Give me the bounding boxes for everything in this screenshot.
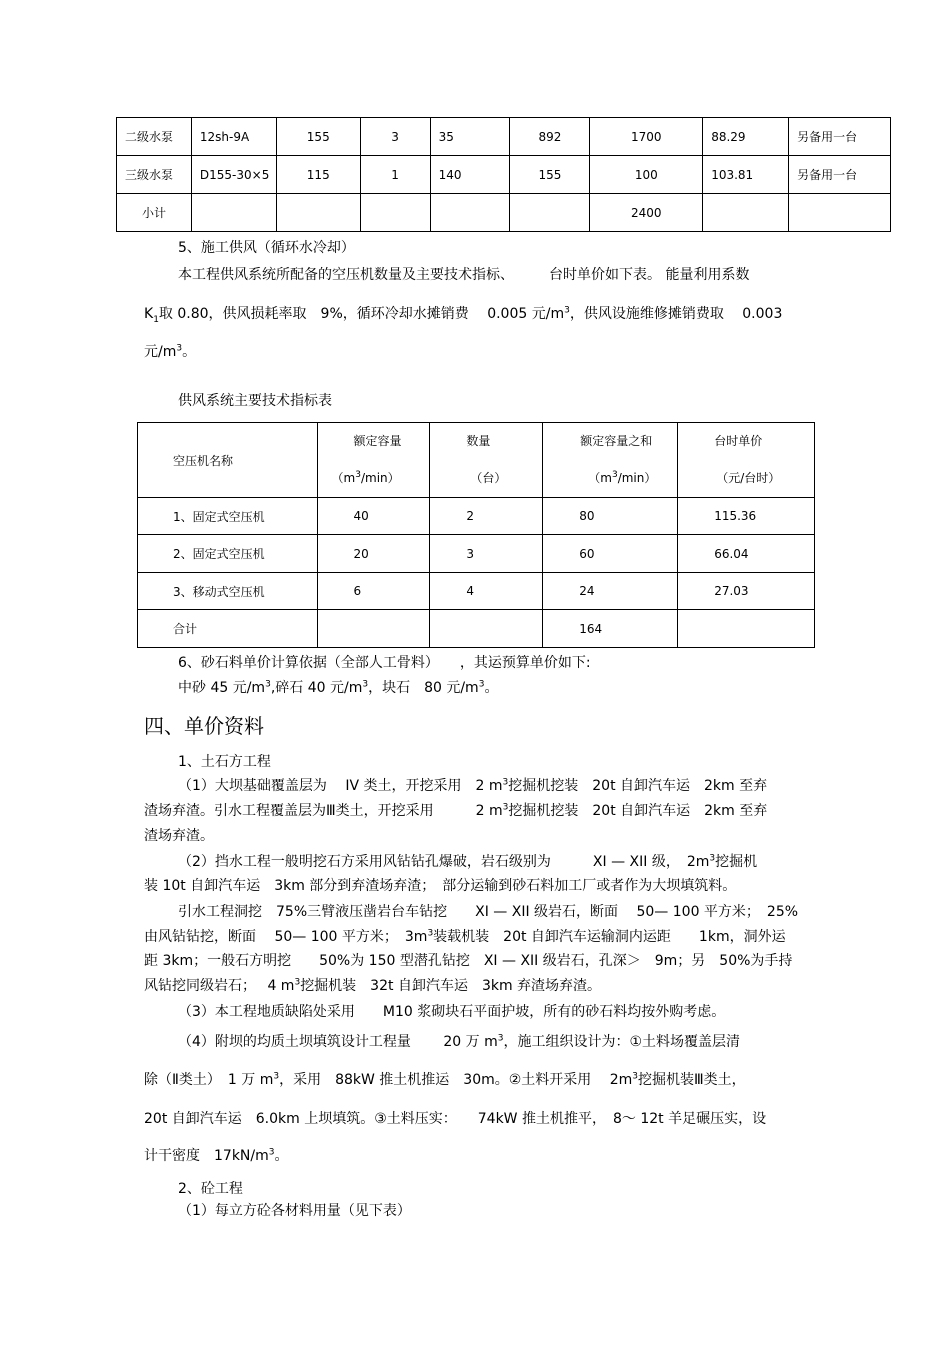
compressor-name: 3、移动式空压机 bbox=[138, 573, 318, 610]
total-value: 164 bbox=[543, 610, 678, 648]
compressor-name: 1、固定式空压机 bbox=[138, 498, 318, 535]
pump-name-cell: 三级水泵 bbox=[117, 156, 192, 194]
pump-cell: 103.81 bbox=[703, 156, 789, 194]
pump-cell: 140 bbox=[430, 156, 510, 194]
pump-cell: 155 bbox=[510, 156, 590, 194]
pump-cell bbox=[430, 194, 510, 232]
air-compressor-table bbox=[137, 422, 815, 648]
pump-cell: 1700 bbox=[590, 118, 703, 156]
compressor-cell bbox=[430, 610, 543, 648]
section-5-title: 5、施工供风（循环水冷却） bbox=[178, 240, 355, 256]
compressor-cell: 27.03 bbox=[678, 573, 815, 610]
earthwork-p2-line-1: （2）挡水工程一般明挖石方采用风钻钻孔爆破，岩石级别为 XI — XII 级， $2m^3$挖掘机 bbox=[178, 853, 758, 870]
earthwork-p2-line-6: 风钻挖同级岩石； 4 $m^3$挖掘机装 32t 自卸汽车运 3km 弃渣场弃渣。 bbox=[144, 977, 602, 994]
section-5-line-1: 本工程供风系统所配备的空压机数量及主要技术指标、 台时单价如下表。 能量利用系数 bbox=[178, 267, 750, 283]
table-header-row bbox=[138, 423, 815, 498]
pump-cell: 155 bbox=[276, 118, 360, 156]
pump-cell: 88.29 bbox=[703, 118, 789, 156]
earthwork-p4-line-4: 计干密度 $17kN/m^3$。 bbox=[144, 1147, 289, 1164]
compressor-cell: 40 bbox=[317, 498, 430, 535]
compressor-cell: 60 bbox=[543, 535, 678, 573]
pump-cell bbox=[360, 194, 430, 232]
pump-table bbox=[116, 117, 891, 232]
pump-cell bbox=[191, 194, 276, 232]
earthwork-p2-line-4: 由风钻钻挖，断面 50— 100 平方米； $3m^3$装载机装 20t 自卸汽车运输洞内运距 1km，洞外运 bbox=[144, 928, 786, 945]
earthwork-p2-line-2: 装 10t 自卸汽车运 3km 部分到弃渣场弃渣； 部分运输到砂石料加工厂或者作为大坝填筑料。 bbox=[144, 878, 737, 894]
compressor-name: 2、固定式空压机 bbox=[138, 535, 318, 573]
section-5-line-3: 元$/m^3$。 bbox=[144, 343, 197, 360]
earthwork-p4-line-2: 除（Ⅱ类土） 1 万 $m^3$，采用 88kW 推土机推运 30m。②土料开采用 $2m^3$挖掘机装Ⅲ类土， bbox=[144, 1071, 746, 1088]
earthwork-p1-line-2: 渣场弃渣。引水工程覆盖层为Ⅲ类土，开挖采用 2 $m^3$挖掘机挖装 20t 自卸汽车运 2km 至弃 bbox=[144, 802, 768, 819]
pump-cell: 100 bbox=[590, 156, 703, 194]
table-row bbox=[117, 118, 891, 156]
concrete-title: 2、砼工程 bbox=[178, 1181, 243, 1197]
compressor-cell: 6 bbox=[317, 573, 430, 610]
earthwork-p4-line-3: 20t 自卸汽车运 6.0km 上坝填筑。③土料压实： 74kW 推土机推平， 8～ 12t 羊足碾压实，设 bbox=[144, 1111, 767, 1127]
pump-cell bbox=[276, 194, 360, 232]
header-capacity-sum: 额定容量之和 $(m^3/\min)$ bbox=[543, 423, 678, 498]
pump-model-cell: 12sh-9A bbox=[191, 118, 276, 156]
pump-cell: 1 bbox=[360, 156, 430, 194]
earthwork-p1-line-3: 渣场弃渣。 bbox=[144, 828, 214, 844]
compressor-cell: 66.04 bbox=[678, 535, 815, 573]
header-capacity: 额定容量 $(m^3/\min)$ bbox=[317, 423, 430, 498]
table-row bbox=[138, 535, 815, 573]
pump-cell: 35 bbox=[430, 118, 510, 156]
table-row bbox=[138, 498, 815, 535]
header-hourly-price: 台时单价 （元/台时） bbox=[678, 423, 815, 498]
earthwork-p4-line-1: （4）附坝的均质土坝填筑设计工程量 20 万 $m^3$，施工组织设计为：①土料场覆盖层清 bbox=[178, 1033, 741, 1050]
compressor-cell: 2 bbox=[430, 498, 543, 535]
concrete-p1: （1）每立方砼各材料用量（见下表） bbox=[178, 1203, 411, 1219]
table-row bbox=[138, 573, 815, 610]
earthwork-p3: （3）本工程地质缺陷处采用 M10 浆砌块石平面护坡，所有的砂石料均按外购考虑。 bbox=[178, 1004, 726, 1020]
pump-model-cell: D155-30×5 bbox=[191, 156, 276, 194]
section-6-title: 6、砂石料单价计算依据（全部人工骨料） ，其运预算单价如下: bbox=[178, 655, 591, 671]
pump-cell: 3 bbox=[360, 118, 430, 156]
compressor-cell: 24 bbox=[543, 573, 678, 610]
section-6-prices: 中砂 45 元$/m^3$,碎石 40 元$/m^3$，块石 80 元$/m^3$。 bbox=[178, 679, 499, 696]
compressor-cell: 4 bbox=[430, 573, 543, 610]
pump-cell: 115 bbox=[276, 156, 360, 194]
compressor-cell: 20 bbox=[317, 535, 430, 573]
earthwork-title: 1、土石方工程 bbox=[178, 754, 271, 770]
table-total-row bbox=[138, 610, 815, 648]
pump-subtotal-value: 2400 bbox=[590, 194, 703, 232]
section-5-line-2: $K_1$取 0.80，供风损耗率取 9%，循环冷却水摊销费 0.005 元$/m^3$，供风设施维修摊销费取 0.003 bbox=[144, 305, 783, 325]
table-row bbox=[117, 194, 891, 232]
pump-cell bbox=[703, 194, 789, 232]
pump-note-cell: 另备用一台 bbox=[789, 118, 891, 156]
air-table-title: 供风系统主要技术指标表 bbox=[178, 393, 332, 409]
earthwork-p2-line-5: 距 3km；一般石方明挖 50%为 150 型潜孔钻挖 XI — XII 级岩石，孔深＞ 9m；另 50%为手持 bbox=[144, 953, 793, 969]
earthwork-p2-line-3: 引水工程洞挖 75%三臂液压凿岩台车钻挖 XI — XII 级岩石，断面 50— 100 平方米； 25% bbox=[178, 904, 799, 920]
earthwork-p1-line-1: （1）大坝基础覆盖层为 IV 类土，开挖采用 2 $m^3$挖掘机挖装 20t 自卸汽车运 2km 至弃 bbox=[178, 777, 768, 794]
pump-note-cell: 另备用一台 bbox=[789, 156, 891, 194]
pump-name-cell: 二级水泵 bbox=[117, 118, 192, 156]
total-label: 合计 bbox=[138, 610, 318, 648]
pump-cell: 892 bbox=[510, 118, 590, 156]
header-quantity: 数量 （台） bbox=[430, 423, 543, 498]
section-4-heading: 四、单价资料 bbox=[144, 714, 264, 738]
header-name: 空压机名称 bbox=[138, 423, 318, 498]
compressor-cell bbox=[317, 610, 430, 648]
compressor-cell: 3 bbox=[430, 535, 543, 573]
pump-cell bbox=[789, 194, 891, 232]
compressor-cell bbox=[678, 610, 815, 648]
pump-subtotal-label: 小计 bbox=[117, 194, 192, 232]
compressor-cell: 115.36 bbox=[678, 498, 815, 535]
pump-cell bbox=[510, 194, 590, 232]
compressor-cell: 80 bbox=[543, 498, 678, 535]
table-row bbox=[117, 156, 891, 194]
